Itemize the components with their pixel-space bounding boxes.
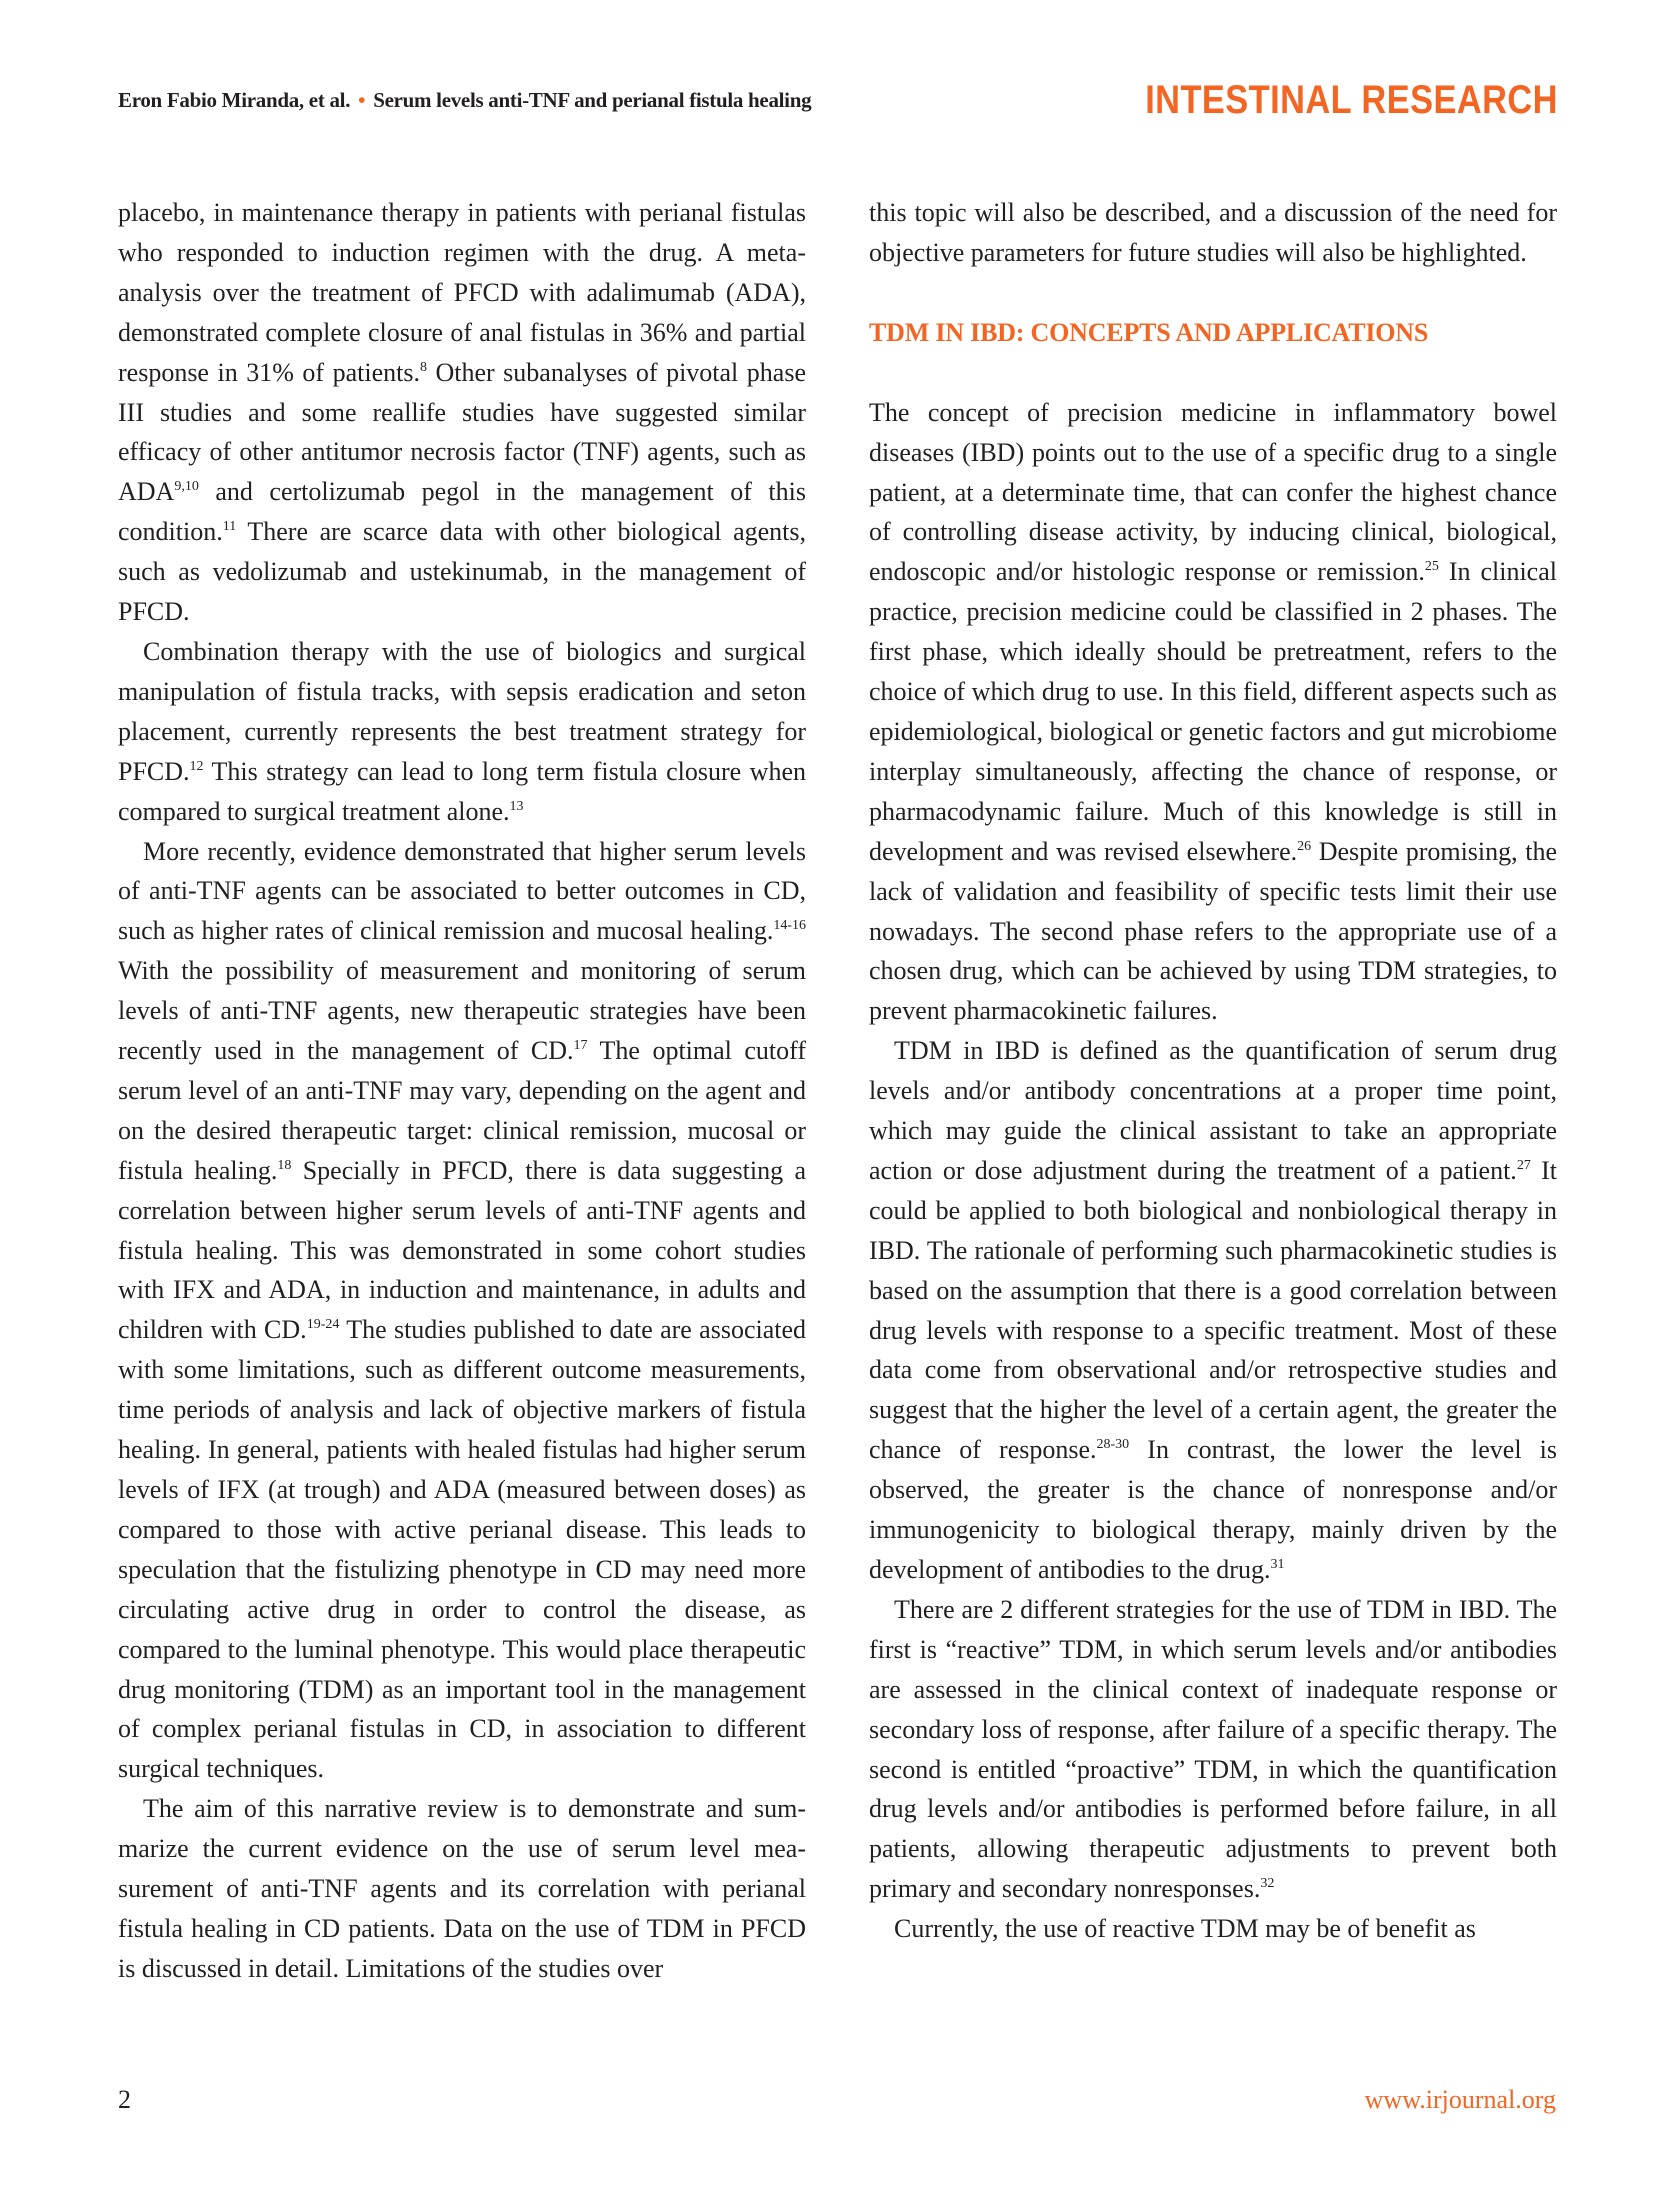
paragraph-text: placebo, in maintenance therapy in patients with perianal fistulas who responded to induction regimen with the drug. A metaanalysis over the treatment of PFCD with adalimumab (ADA), demonstrated complete closure of anal fistulas in 36% and partial response in 31% of patients. (118, 198, 806, 387)
body-paragraph (869, 1909, 1557, 1949)
citation-superscript[interactable]: 18 (277, 1157, 292, 1173)
bullet-separator-icon: • (358, 88, 366, 112)
paragraph-text: Currently, the use of reactive TDM may be of benefit as (894, 1914, 1476, 1944)
body-paragraph (118, 632, 806, 832)
paragraph-text: The concept of precision medicine in inflammatory bowel diseases (IBD) points out to the use of a specific drug to a single patient, at a determinate time, that can confer the highest chance of controlling disease activity, by inducing clinical, biological, endoscopic and/or histologic response or remission. (869, 397, 1557, 587)
left-column (118, 193, 806, 1989)
body-paragraph (869, 193, 1557, 273)
page-number: 2 (118, 2085, 131, 2114)
citation-superscript[interactable]: 8 (419, 359, 427, 375)
paragraph-text: Combination therapy with the use of biologics and surgical manipulation of fistula tracks, with sepsis eradication and seton placement, currently represents the best treatment strategy for PFCD. (118, 636, 806, 786)
header-running-title: Serum levels anti-TNF and perianal fistula healing (373, 88, 812, 112)
citation-superscript[interactable]: 11 (222, 519, 237, 535)
intro-paragraph-container (869, 193, 1557, 273)
paragraph-text: It could be applied to both biological and nonbiological therapy in IBD. The rationale of performing such pharmacokinetic studies is based on the assumption that there is a good correlation between drug levels with response to a specific treatment. Most of these data come from observational and/or retrospective studies and suggest that the higher the level of a certain agent, the greater the chance of response. (869, 1155, 1557, 1465)
citation-superscript[interactable]: 28-30 (1096, 1437, 1130, 1453)
paragraph-text: The studies published to date are associated with some limitations, such as different outcome measurements, time periods of analysis and lack of objective markers of fistula healing. In general, patients with healed fistulas had higher serum levels of IFX (at trough) and ADA (measured between doses) as compared to those with active perianal disease. This leads to speculation that the fistulizing phenotype in CD may need more circulating active drug in order to control the disease, as compared to the luminal phenotype. This would place therapeutic drug monitoring (TDM) as an important tool in the management of complex perianal fistulas in CD, in association to different surgical techniques. (118, 1315, 807, 1784)
citation-superscript[interactable]: 26 (1297, 838, 1312, 854)
paragraph-text: There are 2 different strategies for the use of TDM in IBD. The first is “reactive” TDM, in which serum levels and/or antibodies are assessed in the clinical context of inadequate response or secondary loss of response, after failure of a specific therapy. The second is entitled “proactive” TDM, in which the quantification drug levels and/or antibodies is performed before failure, in all patients, allowing therapeutic adjustments to prevent both primary and secondary nonresponses. (869, 1594, 1557, 1904)
paragraph-text: this topic will also be described, and a discussion of the need for objective parameters for future studies will also be highlighted. (869, 198, 1557, 267)
paragraph-text: There are scarce data with other biological agents, such as vedolizumab and ustekinumab, in the management of PFCD. (118, 517, 806, 627)
header-citation (118, 88, 811, 113)
paragraph-text: The aim of this narrative review is to demonstrate and summarize the current evidence on the use of serum level measurement of anti-TNF agents and its correlation with perianal fistula healing in CD patients. Data on the use of TDM in PFCD is discussed in detail. Limitations of the studies over (118, 1794, 806, 1983)
section-heading: TDM IN IBD: CONCEPTS AND APPLICATIONS (869, 317, 1429, 347)
paragraph-text: Other subanalyses of pivotal phase III studies and some reallife studies have suggested similar efficacy of other antitumor necrosis factor (TNF) agents, such as ADA (118, 357, 806, 507)
paragraph-text: Specially in PFCD, there is data suggesting a correlation between higher serum levels of anti-TNF agents and fistula healing. This was demonstrated in some cohort studies with IFX and ADA, in induction and maintenance, in adults and children with CD. (118, 1155, 806, 1345)
paragraph-text: and certolizumab pegol in the management of this condition. (118, 477, 806, 547)
journal-url-link[interactable]: www.irjournal.org (1364, 2085, 1556, 2114)
paragraph-text: With the possibility of measurement and monitoring of serum levels of anti-TNF agents, new therapeutic strategies have been recently used in the management of CD. (118, 956, 806, 1066)
citation-superscript[interactable]: 14-16 (773, 918, 806, 934)
citation-superscript[interactable]: 25 (1424, 559, 1439, 575)
citation-superscript[interactable]: 19-24 (306, 1317, 340, 1333)
right-column (869, 193, 1557, 1949)
paragraph-text: In clinical practice, precision medicine could be classified in 2 phases. The first phase, which ideally should be pretreatment, refers to the choice of which drug to use. In this field, different aspects such as epidemiological, biological or genetic factors and gut microbiome interplay simultaneously, affecting the chance of response, or pharmacodynamic failure. Much of this knowledge is still in development and was revised elsewhere. (869, 557, 1557, 866)
citation-superscript[interactable]: 32 (1260, 1876, 1275, 1892)
citation-superscript[interactable]: 31 (1270, 1557, 1285, 1572)
body-paragraph (869, 1031, 1557, 1590)
body-paragraph (118, 193, 806, 632)
citation-superscript[interactable]: 13 (509, 798, 524, 814)
citation-superscript[interactable]: 12 (189, 758, 204, 774)
citation-superscript[interactable]: 27 (1516, 1157, 1531, 1173)
paragraph-text: Despite promising, the lack of validation and feasibility of specific tests limit their use nowadays. The second phase refers to the appropriate use of a chosen drug, which can be achieved by using TDM strategies, to prevent pharmacokinetic failures. (869, 836, 1557, 1026)
body-paragraph (118, 832, 806, 1790)
journal-title: INTESTINAL RESEARCH (1145, 78, 1558, 122)
citation-superscript[interactable]: 9,10 (174, 479, 199, 495)
paragraph-text: The optimal cutoff serum level of an anti-TNF may vary, depending on the agent and on the desired therapeutic target: clinical remission, mucosal or fistula healing. (118, 1036, 807, 1185)
header-authors: Eron Fabio Miranda, et al. (118, 88, 351, 112)
paragraph-text: In contrast, the lower the level is observed, the greater is the chance of nonresponse and/or immunogenicity to biological therapy, mainly driven by the development of antibodies to the drug. (869, 1435, 1557, 1584)
body-paragraph (869, 393, 1557, 1032)
paragraph-text: TDM in IBD is defined as the quantification of serum drug levels and/or antibody concentrations at a proper time point, which may guide the clinical assistant to take an appropriate action or dose adjustment during the treatment of a patient. (869, 1036, 1557, 1185)
section-body (869, 393, 1557, 1949)
paragraph-text: This strategy can lead to long term fistula closure when compared to surgical treatment alone. (118, 756, 806, 826)
body-paragraph (869, 1590, 1557, 1909)
paragraph-text: More recently, evidence demonstrated that higher serum levels of anti-TNF agents can be associated to better outcomes in CD, such as higher rates of clinical remission and mucosal healing. (118, 836, 806, 946)
body-paragraph (118, 1789, 806, 1989)
citation-superscript[interactable]: 17 (573, 1038, 588, 1054)
